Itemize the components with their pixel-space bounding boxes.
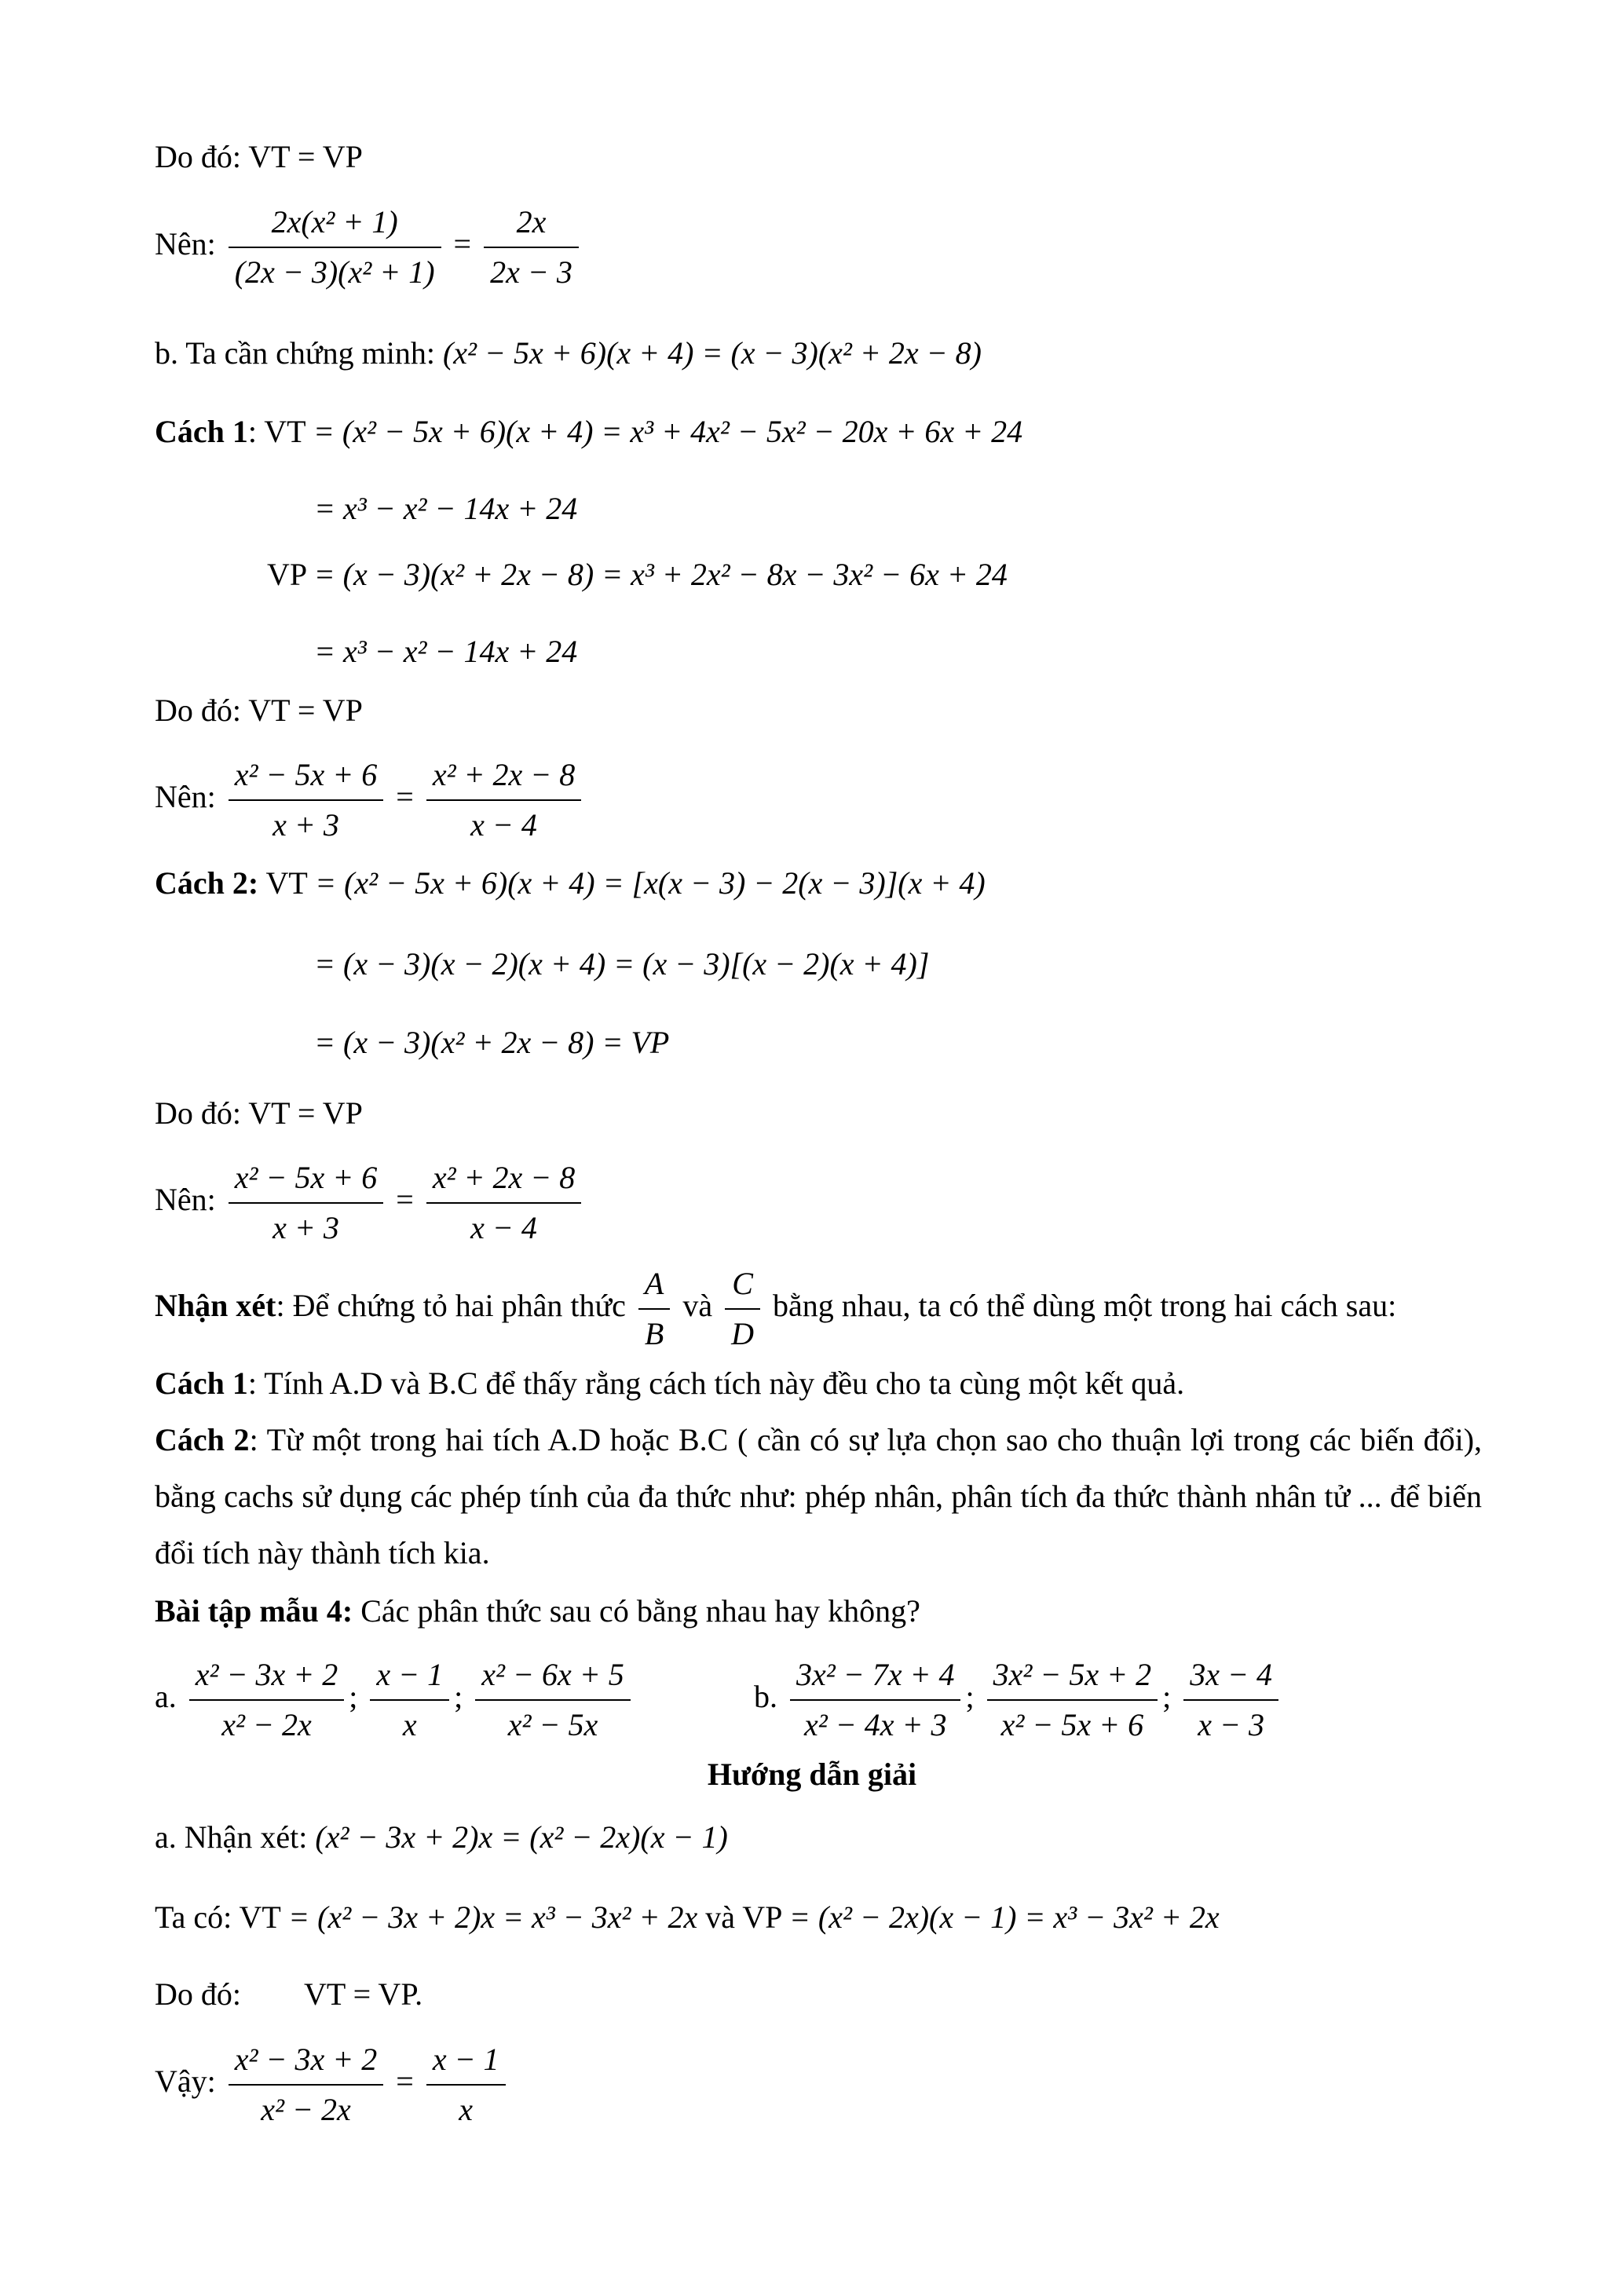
- separator: ;: [1162, 1679, 1172, 1715]
- method-text: : Từ một trong hai tích A.D hoặc B.C ( cần có sự lựa chọn sao cho thuận lợi trong các biến đổi), bằng cachs sử dụng các phép tính của đa thức như: phép nhân, phân tích đa thức thành nhân tử ... để biến đổi tích này thành tích kia.: [155, 1422, 1483, 1570]
- fraction: [484, 203, 579, 292]
- numerator: x − 1: [370, 1655, 449, 1701]
- equation: (x² − 5x + 6)(x + 4) = (x − 3)(x² + 2x − 8): [442, 335, 982, 371]
- denominator: x − 3: [1198, 1707, 1264, 1742]
- denominator: x + 3: [272, 1210, 339, 1245]
- denominator: B: [644, 1316, 664, 1351]
- denominator: x² − 5x + 6: [1000, 1707, 1144, 1742]
- equation-line: [155, 865, 986, 901]
- fraction: [638, 1264, 670, 1354]
- equation-line: [314, 493, 577, 525]
- text-line: Do đó: VT = VP: [155, 139, 363, 174]
- equation: = (x − 3)(x² + 2x − 8) = x³ + 2x² − 8x − 3x² − 6x + 24: [313, 557, 1008, 592]
- label: Nên:: [155, 779, 216, 815]
- denominator: x: [459, 2092, 474, 2127]
- exercise-text: Các phân thức sau có bằng nhau hay không?: [360, 1593, 920, 1629]
- label: VT: [265, 865, 308, 901]
- equation-line: [155, 203, 583, 292]
- text-line: [155, 1976, 423, 2012]
- label: : VT: [247, 414, 305, 449]
- method-label: Cách 1: [155, 1366, 248, 1401]
- label: b. Ta cần chứng minh:: [155, 335, 435, 371]
- equation-line: [155, 416, 1022, 448]
- numerator: x² − 6x + 5: [475, 1655, 630, 1701]
- equation: = (x² − 2x)(x − 1) = x³ − 3x² + 2x: [788, 1899, 1220, 1935]
- separator: ;: [454, 1679, 463, 1715]
- numerator: x − 1: [426, 2040, 506, 2086]
- numerator: C: [725, 1264, 760, 1310]
- label: Vậy:: [155, 2064, 216, 2100]
- label: và VP: [705, 1899, 781, 1935]
- equation: = x³ − x² − 14x + 24: [314, 634, 578, 669]
- equation-line: [267, 559, 1008, 590]
- numerator: x² + 2x − 8: [426, 755, 581, 801]
- numerator: 3x − 4: [1183, 1655, 1278, 1701]
- numerator: x² − 5x + 6: [229, 755, 383, 801]
- section-heading: Hướng dẫn giải: [707, 1757, 917, 1792]
- label: Do đó:: [155, 1976, 241, 2012]
- fraction: [426, 1158, 581, 1248]
- label: VP: [267, 557, 306, 592]
- item-label: a.: [155, 1679, 177, 1715]
- numerator: 3x² − 7x + 4: [790, 1655, 960, 1701]
- denominator: x − 4: [470, 807, 537, 843]
- equation-line: [314, 1027, 669, 1058]
- label: Ta có: VT: [155, 1899, 281, 1935]
- equation-line: [155, 1899, 1220, 1935]
- equation-line: [314, 946, 930, 982]
- equation: = x³ − x² − 14x + 24: [314, 491, 578, 526]
- equation: = (x² − 5x + 6)(x + 4) = [x(x − 3) − 2(x − 3)](x + 4): [315, 865, 986, 901]
- fraction: [725, 1264, 760, 1354]
- remark-line: [155, 1264, 1396, 1354]
- denominator: x + 3: [272, 807, 339, 843]
- method-label: Cách 1: [155, 414, 248, 449]
- remark-label: Nhận xét: [155, 1288, 276, 1324]
- equation-line: [155, 1158, 586, 1248]
- fraction: [229, 1158, 383, 1248]
- denominator: x² − 2x: [221, 1707, 312, 1742]
- equals-sign: =: [396, 779, 414, 815]
- label: a. Nhận xét:: [155, 1819, 308, 1855]
- label: Nên:: [155, 226, 216, 262]
- denominator: 2x − 3: [490, 254, 572, 290]
- equation: = (x − 3)(x − 2)(x + 4) = (x − 3)[(x − 2)(x + 4)]: [314, 946, 930, 982]
- equation-line: [155, 1819, 728, 1855]
- equation: = (x² − 3x + 2)x = x³ − 3x² + 2x: [288, 1899, 698, 1935]
- fraction: [229, 755, 383, 845]
- denominator: x² − 4x + 3: [804, 1707, 947, 1742]
- method-label: Cách 2: [155, 1422, 250, 1457]
- equation: (x² − 3x + 2)x = (x² − 2x)(x − 1): [315, 1819, 728, 1855]
- exercise-label: Bài tập mẫu 4:: [155, 1593, 353, 1629]
- equals-sign: =: [396, 1182, 414, 1218]
- fraction: [426, 2040, 506, 2130]
- text-line: Do đó: VT = VP: [155, 693, 363, 728]
- fraction: [475, 1655, 630, 1745]
- equation: = (x² − 5x + 6)(x + 4) = x³ + 4x² − 5x² − 20x + 6x + 24: [313, 414, 1023, 449]
- method-line: [155, 1368, 1184, 1399]
- item-label: b.: [754, 1679, 777, 1715]
- equation: = (x − 3)(x² + 2x − 8) = VP: [314, 1025, 670, 1060]
- numerator: A: [638, 1264, 670, 1310]
- text-line: Do đó: VT = VP: [155, 1095, 363, 1131]
- text: VT = VP.: [304, 1976, 423, 2012]
- exercise-fractions-b: [754, 1655, 1283, 1745]
- fraction: [370, 1655, 449, 1745]
- label: Nên:: [155, 1182, 216, 1218]
- denominator: (2x − 3)(x² + 1): [234, 254, 435, 290]
- equation-line: [155, 2040, 510, 2130]
- fraction: [1183, 1655, 1278, 1745]
- numerator: x² − 3x + 2: [189, 1655, 344, 1701]
- method-text: : Tính A.D và B.C để thấy rằng cách tích này đều cho ta cùng một kết quả.: [247, 1366, 1185, 1401]
- denominator: x² − 5x: [507, 1707, 598, 1742]
- method-label: Cách 2:: [155, 865, 259, 901]
- denominator: x: [402, 1707, 417, 1742]
- equals-sign: =: [396, 2064, 414, 2100]
- fraction: [229, 2040, 383, 2130]
- numerator: 3x² − 5x + 2: [987, 1655, 1158, 1701]
- exercise-fractions-a: [155, 1655, 635, 1745]
- fraction: [229, 203, 441, 292]
- separator: ;: [349, 1679, 358, 1715]
- remark-text: bằng nhau, ta có thể dùng một trong hai cách sau:: [773, 1288, 1397, 1324]
- fraction: [426, 755, 581, 845]
- equation-line: [314, 636, 577, 667]
- numerator: 2x: [484, 203, 579, 248]
- equation-line: [155, 755, 586, 845]
- numerator: 2x(x² + 1): [229, 203, 441, 248]
- conjunction: và: [682, 1288, 713, 1324]
- numerator: x² − 5x + 6: [229, 1158, 383, 1204]
- remark-text: : Để chứng tỏ hai phân thức: [276, 1288, 626, 1324]
- exercise-heading: [155, 1593, 920, 1629]
- method-paragraph: [155, 1412, 1482, 1581]
- denominator: x − 4: [470, 1210, 537, 1245]
- equals-sign: =: [453, 226, 472, 262]
- fraction: [790, 1655, 960, 1745]
- equation-line: [155, 335, 982, 371]
- numerator: x² − 3x + 2: [229, 2040, 383, 2086]
- denominator: x² − 2x: [261, 2092, 351, 2127]
- fraction: [189, 1655, 344, 1745]
- separator: ;: [965, 1679, 975, 1715]
- denominator: D: [731, 1316, 755, 1351]
- numerator: x² + 2x − 8: [426, 1158, 581, 1204]
- fraction: [987, 1655, 1158, 1745]
